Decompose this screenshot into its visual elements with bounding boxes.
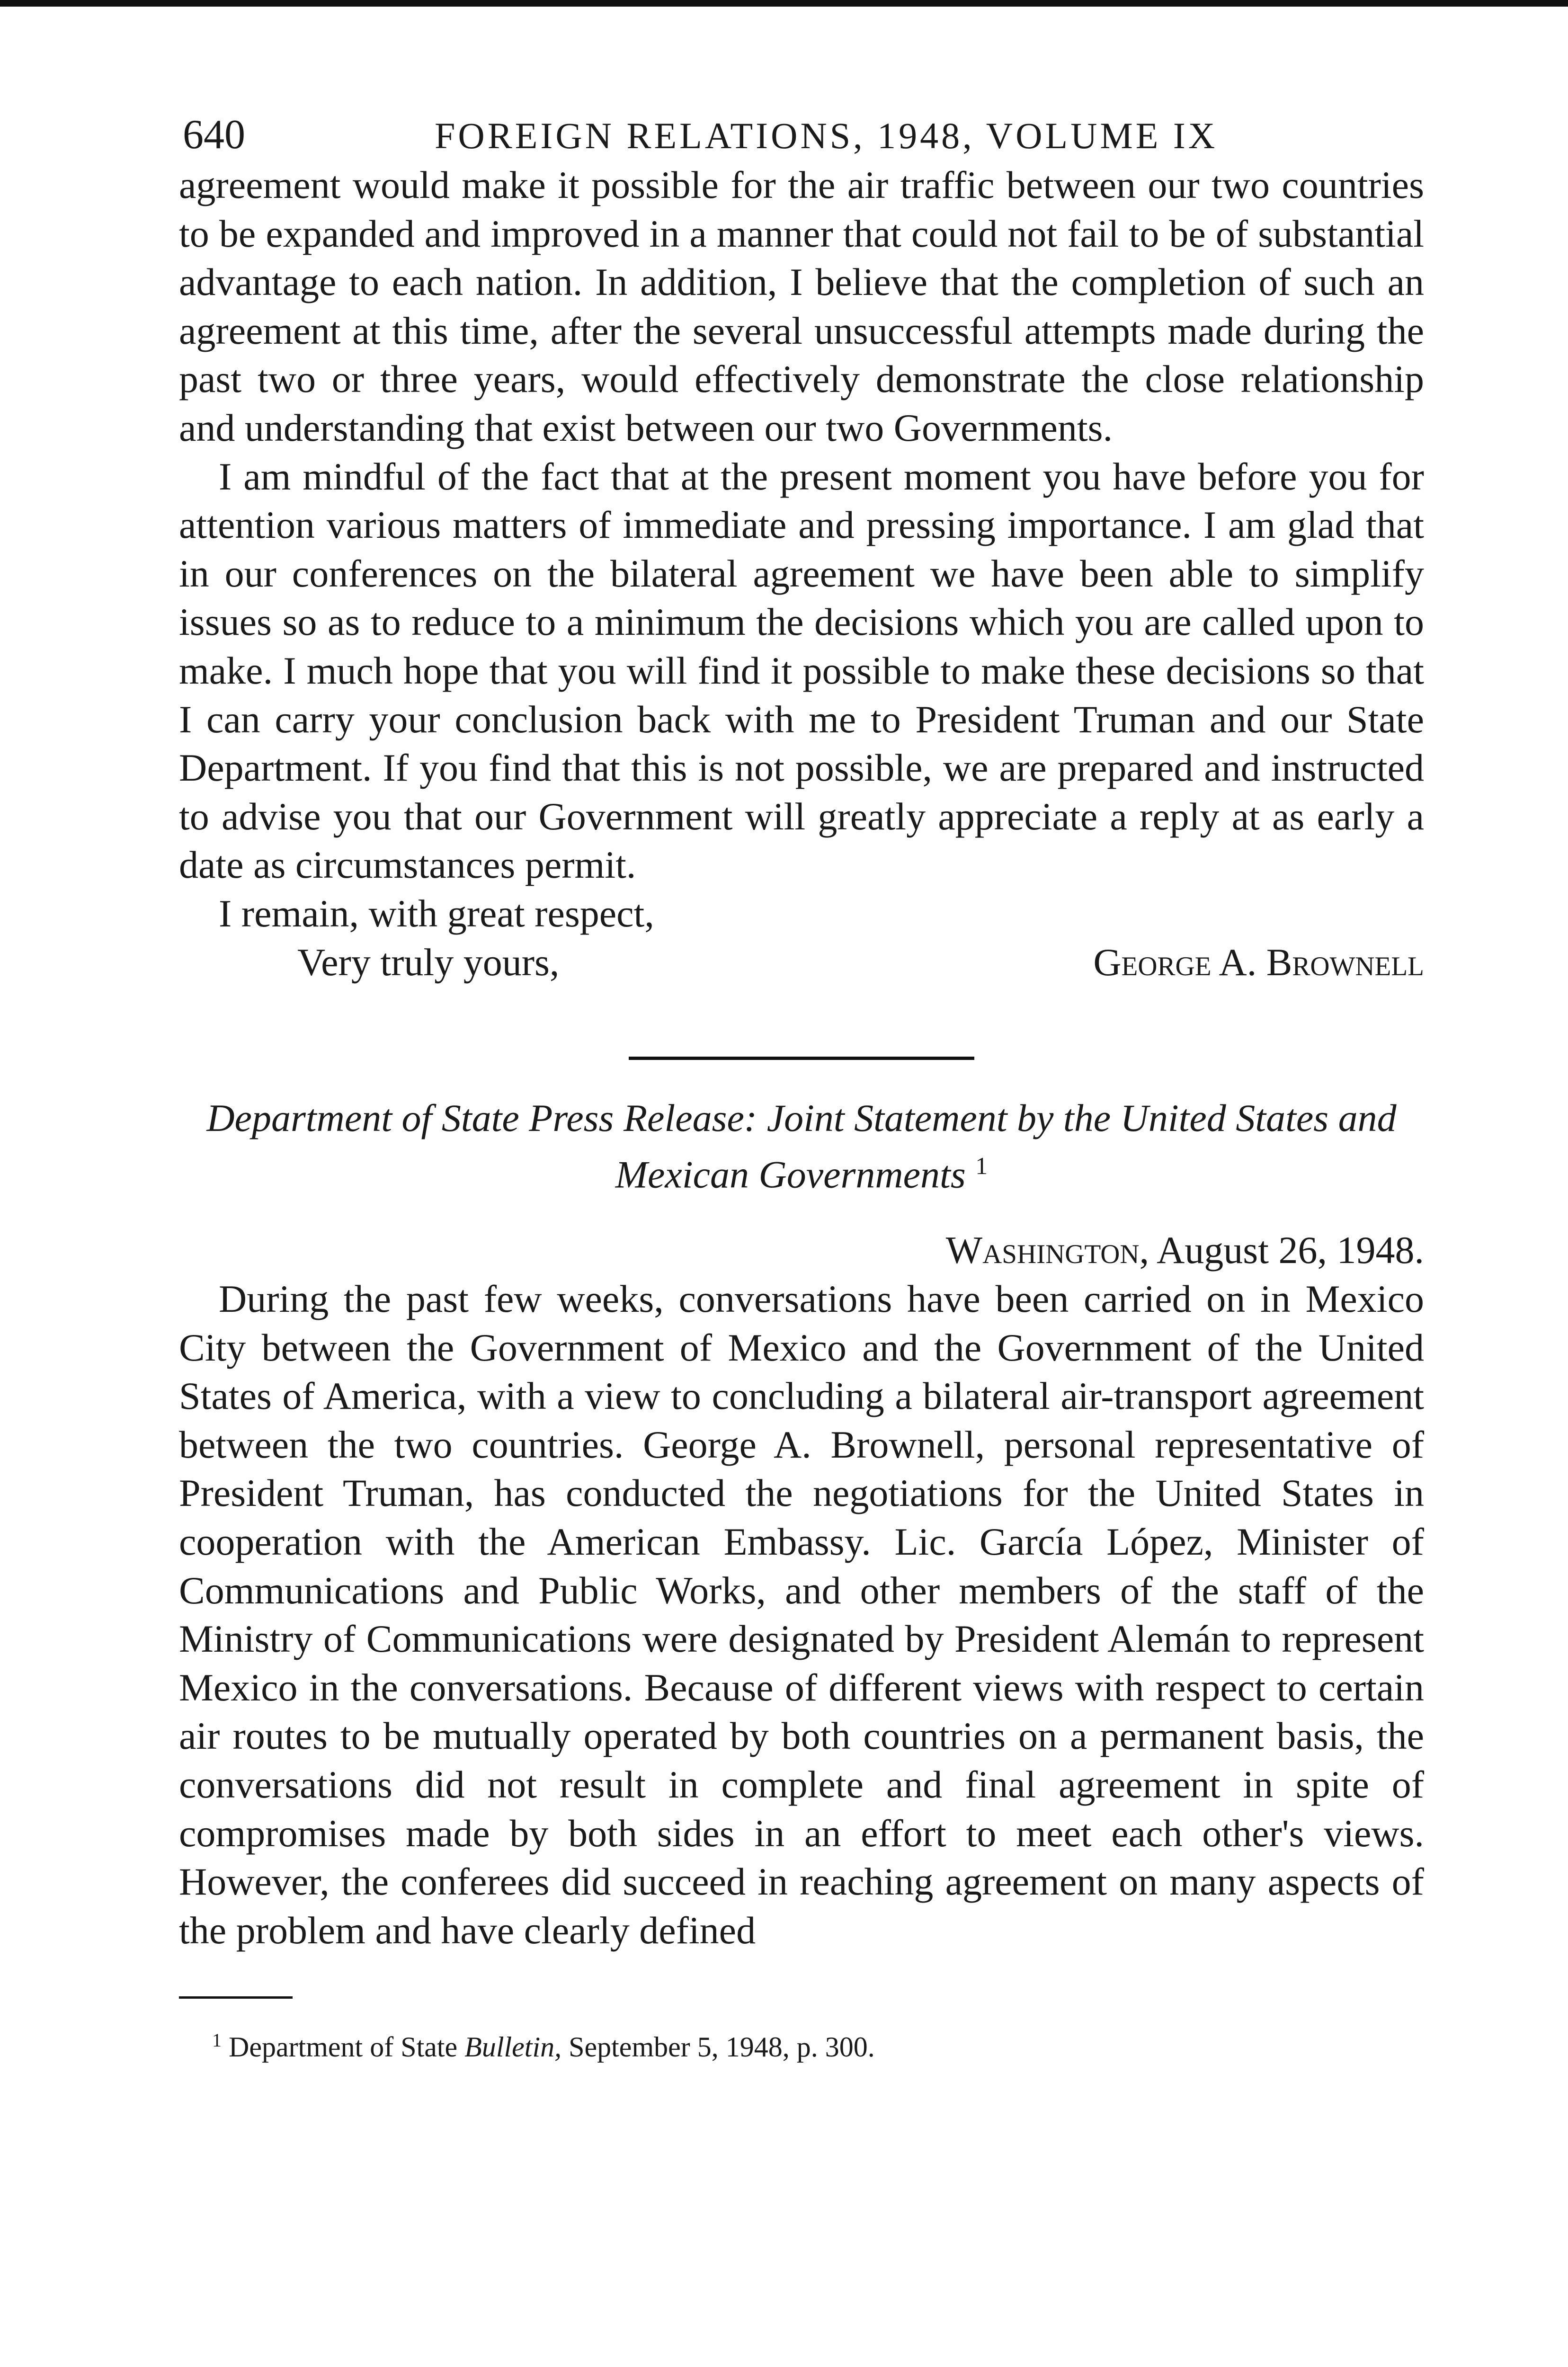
letter-closing xyxy=(179,890,1424,987)
closing-respect: I remain, with great respect, xyxy=(219,891,654,935)
press-release-title xyxy=(179,1094,1424,1199)
dateline-date: August 26, 1948. xyxy=(1157,1228,1424,1272)
dateline-place: Washington, xyxy=(945,1228,1149,1272)
volume-title: FOREIGN RELATIONS, 1948, VOLUME IX xyxy=(435,115,1218,156)
document-page xyxy=(179,109,1424,2066)
footnote-rule xyxy=(179,1996,293,1999)
footnote-publication: Bulletin, xyxy=(464,2031,562,2063)
signature: George A. Brownell xyxy=(1093,940,1424,984)
letter-paragraph-2: I am mindful of the fact that at the present moment you have before you for attention various matters of immediate and pressing importance. I am glad that in our conferences on the bilateral agreement we have been able to simplify issues so as to reduce to a minimum the decisions which you are called upon to make. I much hope that you will find it possible to make these decisions so that I can carry your conclusion back with me to President Truman and our State Department. If you find that this is not possible, we are prepared and instructed to advise you that our Government will greatly appreciate a reply at as early a date as circumstances permit. xyxy=(179,454,1424,887)
footnote-suffix: September 5, 1948, p. 300. xyxy=(569,2031,875,2063)
dateline xyxy=(179,1226,1424,1275)
section-separator xyxy=(629,1057,974,1060)
running-header xyxy=(179,109,1424,161)
press-release-body: During the past few weeks, conversations have been carried on in Mexico City between the Government of Mexico and the Government of the United States of America, with a view to concluding a bilateral air-transport agreement between the two countries. George A. Brownell, personal representative of President Truman, has conducted the negotiations for the United States in cooperation with the American Embassy. Lic. García López, Minister of Communications and Public Works, and other members of the staff of the Ministry of Communications were designated by President Alemán to represent Mexico in the conversations. Because of different views with respect to certain air routes to be mutually operated by both countries on a permanent basis, the conversations did not result in complete and final agreement in spite of compromises made by both sides in an effort to meet each other's views. However, the conferees did succeed in reaching agreement on many aspects of the problem and have clearly defined xyxy=(179,1277,1424,1952)
footnote-prefix: Department of State xyxy=(229,2031,458,2063)
closing-yours: Very truly yours, xyxy=(297,940,560,984)
closing-signature-line xyxy=(179,938,1424,987)
top-border xyxy=(0,0,1568,7)
footnote-reference: 1 xyxy=(975,1153,988,1180)
press-release-title-text: Department of State Press Release: Joint Statement by the United States and Mexican Governments xyxy=(206,1096,1397,1196)
page-number: 640 xyxy=(183,112,245,158)
footnote-marker: 1 xyxy=(212,2029,222,2051)
footnote xyxy=(179,2021,1424,2066)
letter-paragraph-1: agreement would make it possible for the air traffic between our two countries to be expanded and improved in a manner that could not fail to be of substantial advantage to each nation. In addition, I believe that the completion of such an agreement at this time, after the several unsuccessful attempts made during the past two or three years, would effectively demonstrate the close relationship and understanding that exist between our two Governments. xyxy=(179,163,1424,449)
